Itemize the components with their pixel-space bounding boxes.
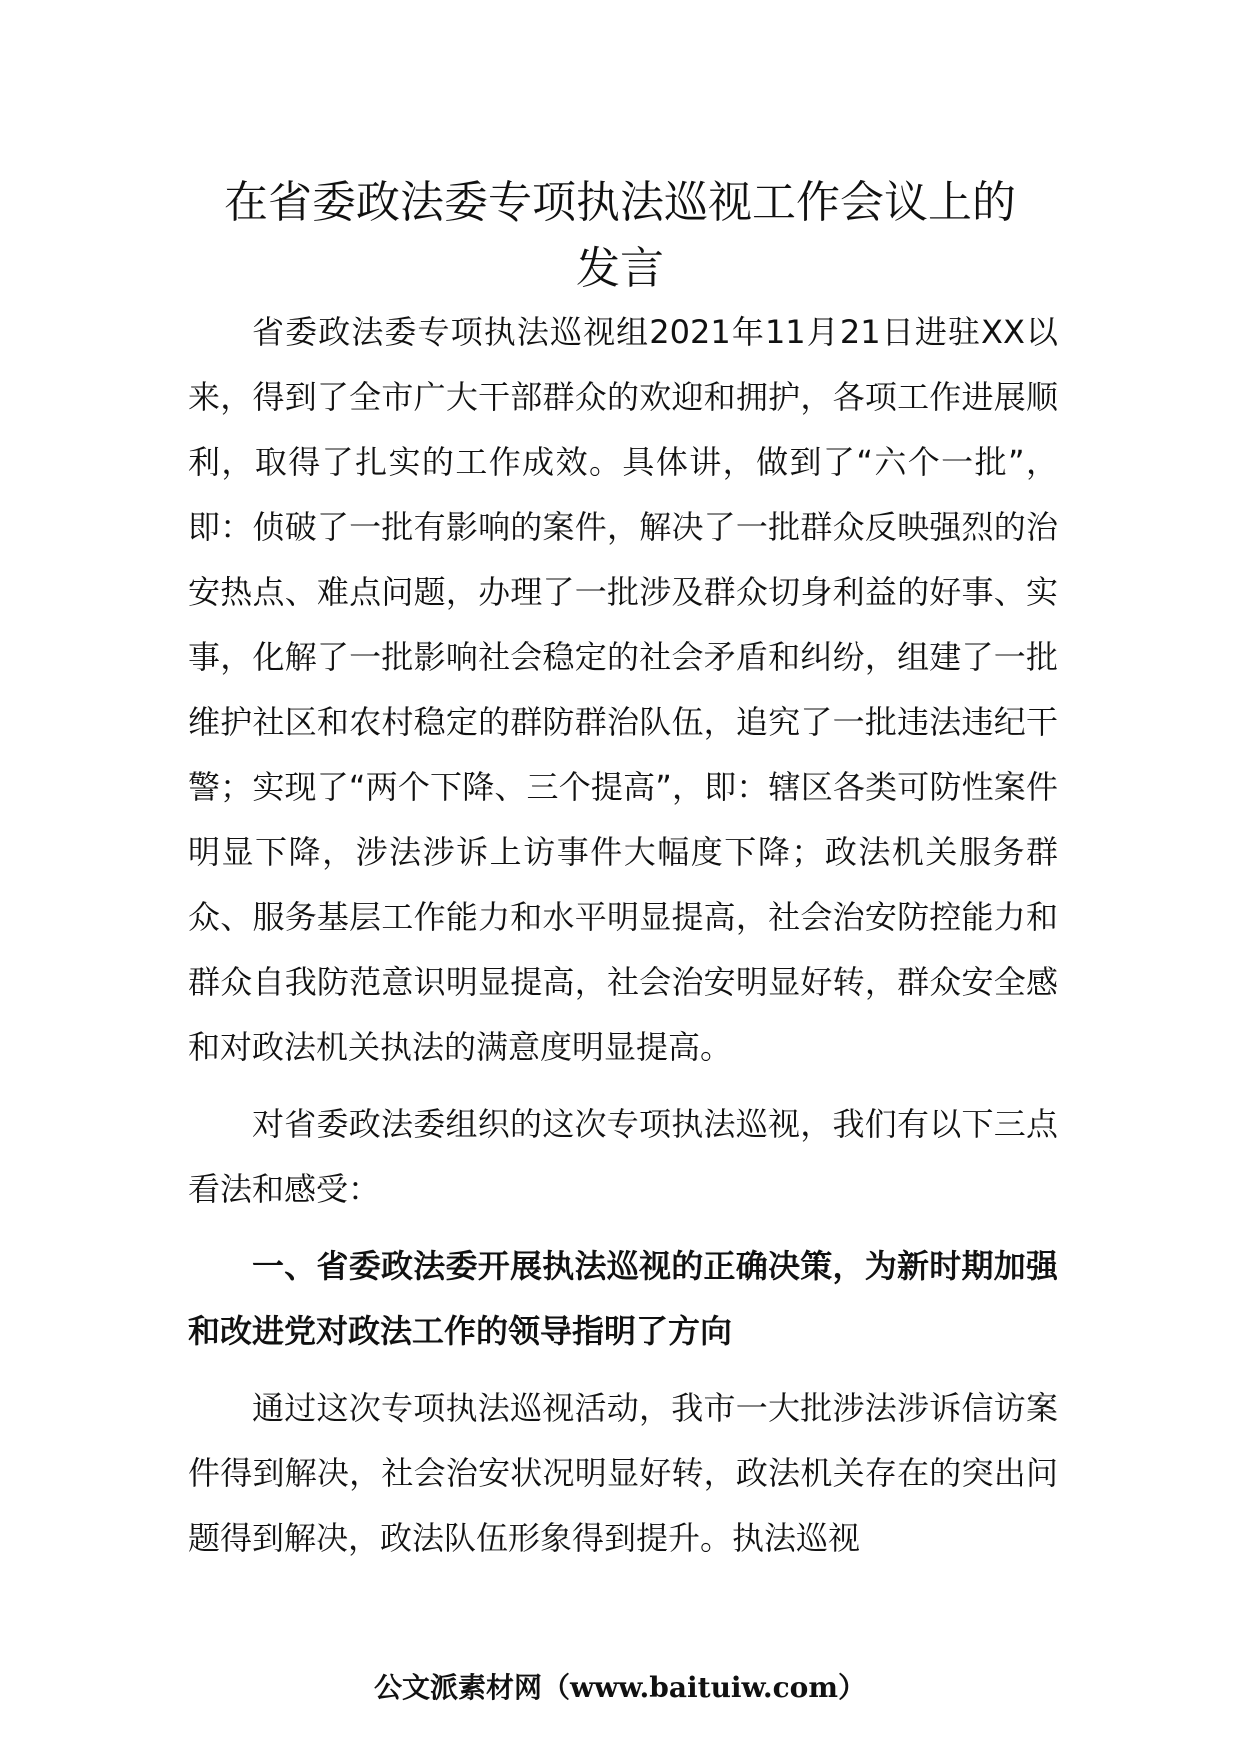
paragraph-views: 对省委政法委组织的这次专项执法巡视，我们有以下三点看法和感受： (188, 1105, 1058, 1208)
footer-watermark: 公文派素材网（www.baituiw.com） (374, 1671, 866, 1704)
paragraph-section-1: 通过这次专项执法巡视活动，我市一大批涉法涉诉信访案件得到解决，社会治安状况明显好转，政法机关存在的突出问题得到解决，政法队伍形象得到提升。执法巡视 (188, 1389, 1058, 1557)
document-title (150, 170, 1090, 302)
title-line-2: 发言 (576, 243, 664, 294)
title-line-1: 在省委政法委专项执法巡视工作会议上的 (224, 177, 1016, 228)
document-body (188, 300, 1058, 1571)
section-heading-1: 一、省委政法委开展执法巡视的正确决策，为新时期加强和改进党对政法工作的领导指明了方向 (188, 1247, 1058, 1350)
paragraph-intro: 省委政法委专项执法巡视组2021年11月21日进驻XX以来，得到了全市广大干部群众的欢迎和拥护，各项工作进展顺利，取得了扎实的工作成效。具体讲，做到了“六个一批”，即：侦破了一批有影响的案件，解决了一批群众反映强烈的治安热点、难点问题，办理了一批涉及群众切身利益的好事、实事，化解了一批影响社会稳定的社会矛盾和纠纷，组建了一批维护社区和农村稳定的群防群治队伍，追究了一批违法违纪干警；实现了“两个下降、三个提高”，即：辖区各类可防性案件明显下降，涉法涉诉上访事件大幅度下降；政法机关服务群众、服务基层工作能力和水平明显提高，社会治安防控能力和群众自我防范意识明显提高，社会治安明显好转，群众安全感和对政法机关执法的满意度明显提高。 (188, 313, 1058, 1066)
